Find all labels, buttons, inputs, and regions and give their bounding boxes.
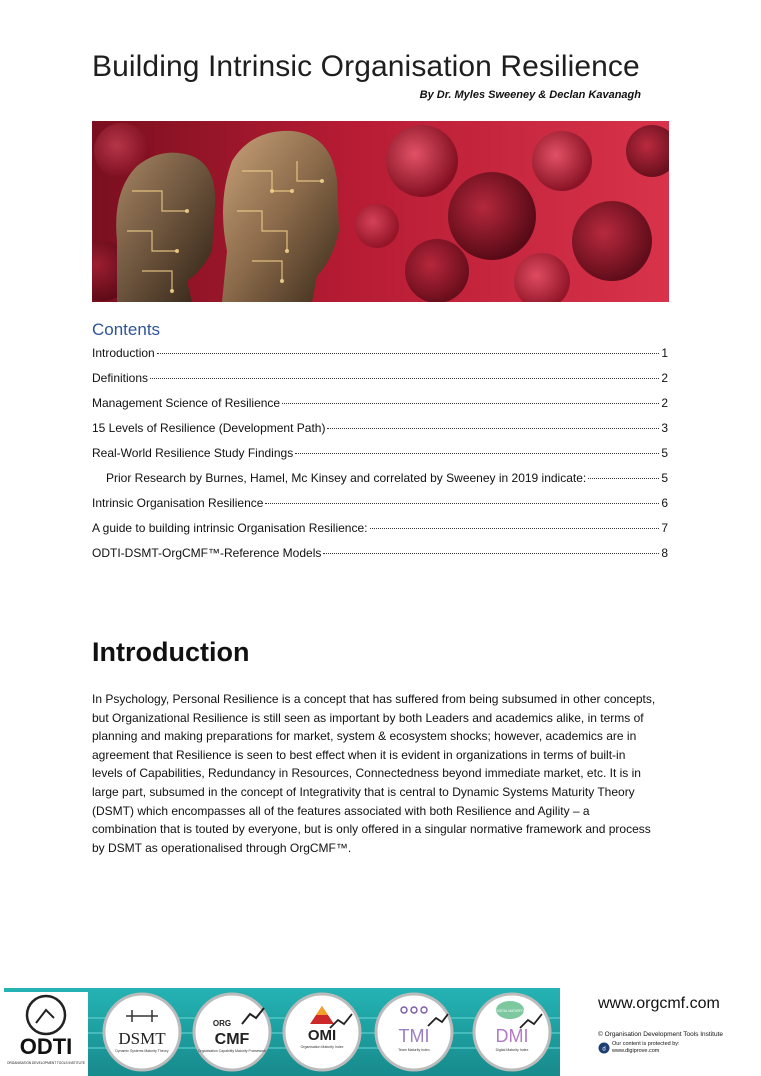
toc-leader [265,503,659,504]
contents-heading: Contents [92,320,161,339]
toc-leader [323,553,659,554]
toc-entry-title: 15 Levels of Resilience (Development Path) [92,421,326,435]
toc-entry[interactable] [92,371,668,396]
toc-entry-title: Management Science of Resilience [92,396,281,410]
toc-entry-title: Prior Research by Burnes, Hamel, Mc Kinsey and correlated by Sweeney in 2019 indicate: [106,471,587,485]
dmi-logo [474,994,550,1070]
toc-entry[interactable] [92,546,668,571]
protection-line-1: Our content is protected by: [612,1041,680,1047]
author-byline: By Dr. Myles Sweeney & Declan Kavanagh [419,89,641,101]
toc-entry[interactable] [92,446,668,471]
toc-entry-title: Real-World Resilience Study Findings [92,446,294,460]
toc-entry-page: 5 [661,446,668,460]
orgcmf-logo-sub: Organisation Capability Maturity Framework [197,1049,267,1053]
introduction-paragraph: In Psychology, Personal Resilience is a concept that has suffered from being subsumed in other concepts, but Organizational Resilience is still seen as important by both Leaders and academics alike, in terms of planning and making preparations for market, system & ecosystem shocks; however, academics are in agreement that Resilience is seen to best effect when it is evident in organizations in terms of built-in levels of Capabilities, Redundancy in Resources, Connectedness beyond immediate market, etc. It is in large part, subsumed in the concept of Integrativity that is central to Dynamic Systems Maturity Theory (DSMT) which encompasses all of the features associated with both Resilience and Agility – a combination that is touted by everyone, but is only offered in a singular normative framework and process by DSMT as operationalised through OrgCMF™. [92,692,656,855]
copyright-text: © Organisation Development Tools Institute [598,1031,723,1038]
dmi-logo-top: DIGITAL MATURITY [495,1009,525,1013]
toc-entry[interactable] [92,396,668,421]
svg-text:d: d [602,1046,606,1053]
tmi-logo-name: TMI [398,1026,430,1046]
dsmt-logo-name: DSMT [118,1029,166,1048]
dmi-logo-name: DMI [495,1026,529,1046]
toc-leader [588,478,659,479]
banner-image [92,121,669,302]
odti-logo-sub: ORGANISATION DEVELOPMENT TOOLS INSTITUTE [6,1061,86,1065]
toc-entry[interactable] [92,521,668,546]
protection-line-2[interactable]: www.digiprove.com [612,1047,660,1054]
toc-entry-page: 1 [661,346,668,360]
omi-logo [284,994,360,1070]
toc-entry-page: 8 [661,546,668,560]
orgcmf-logo-name: CMF [214,1031,250,1048]
toc-entry-page: 6 [661,496,668,510]
toc-leader [370,528,660,529]
toc-entry[interactable] [92,496,668,521]
footer-logo-band [4,988,560,1076]
table-of-contents [92,346,668,571]
toc-entry-page: 2 [661,371,668,385]
toc-entry-title: Intrinsic Organisation Resilience [92,496,264,510]
toc-entry-page: 2 [661,396,668,410]
omi-logo-sub: Organisation Maturity Index [300,1045,344,1049]
tmi-logo [376,994,452,1070]
toc-entry-title: ODTI-DSMT-OrgCMF™-Reference Models [92,546,322,560]
toc-leader [157,353,660,354]
toc-entry-page: 5 [661,471,668,485]
toc-entry-title: A guide to building intrinsic Organisation Resilience: [92,521,368,535]
toc-entry-title: Introduction [92,346,155,360]
toc-leader [295,453,659,454]
omi-logo-name: OMI [307,1027,337,1044]
dmi-logo-sub: Digital Maturity Index [495,1048,529,1052]
document-title: Building Intrinsic Organisation Resilience [92,50,640,83]
toc-entry[interactable] [92,421,668,446]
dsmt-logo-sub: Dynamic Systems Maturity Theory [115,1049,169,1053]
toc-entry-page: 7 [661,521,668,535]
toc-entry-page: 3 [661,421,668,435]
digiprove-icon [598,1042,610,1054]
tmi-logo-sub: Team Maturity Index [398,1048,430,1052]
dsmt-logo [104,994,180,1070]
toc-entry-title: Definitions [92,371,149,385]
orgcmf-logo [194,994,270,1070]
toc-entry[interactable] [92,346,668,371]
introduction-heading: Introduction [92,637,250,667]
orgcmf-logo-top: ORG [212,1019,232,1028]
odti-logo-name: ODTI [19,1034,73,1059]
toc-leader [282,403,659,404]
protection-notice [598,1041,738,1059]
toc-subentry[interactable] [92,471,668,496]
website-link[interactable]: www.orgcmf.com [598,995,720,1012]
toc-leader [150,378,659,379]
toc-leader [327,428,659,429]
